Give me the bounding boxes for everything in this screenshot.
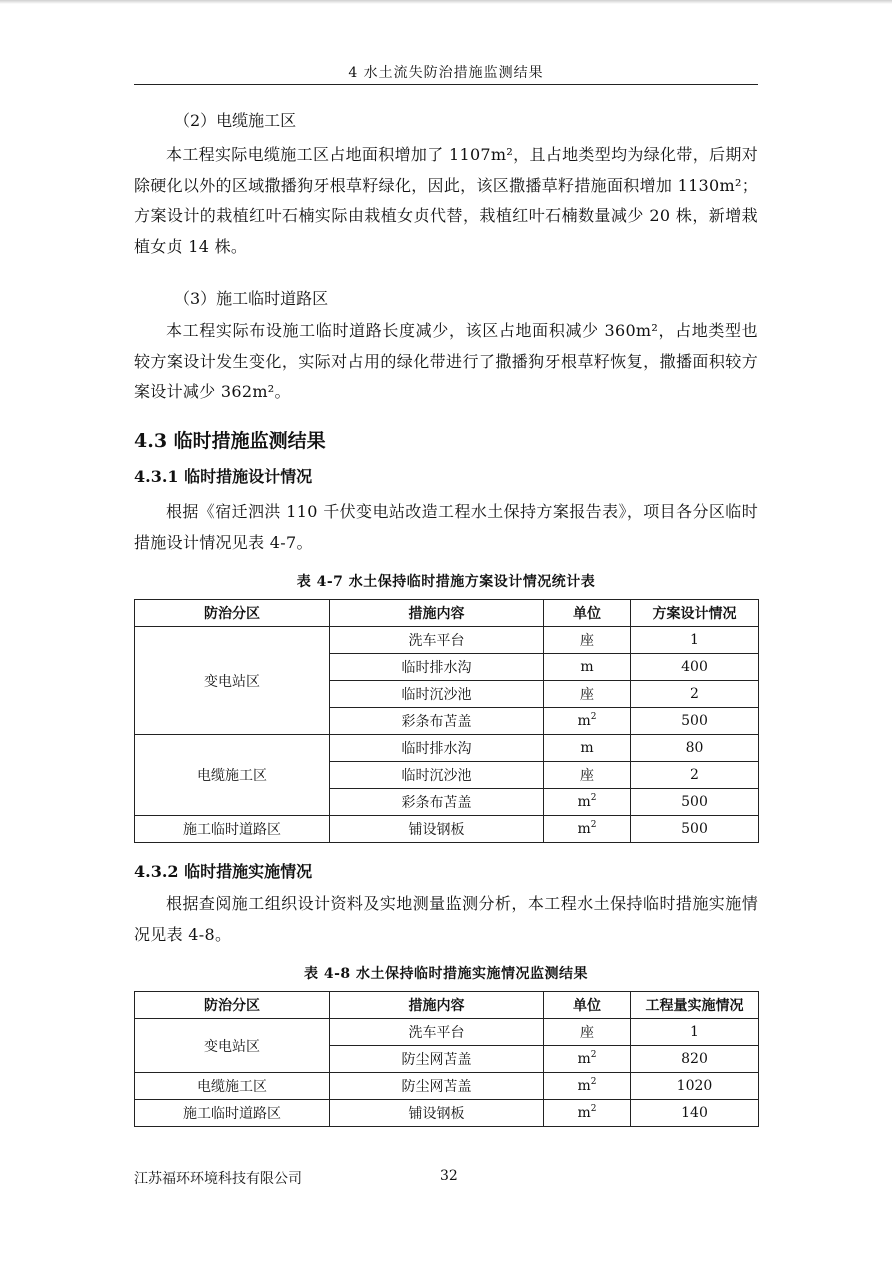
paragraph-4-3-1: 根据《宿迁泗洪 110 千伏变电站改造工程水土保持方案报告表》，项目各分区临时措施设计情况见表 4-7。 <box>134 502 758 552</box>
header-rule <box>134 84 758 85</box>
column-header: 单位 <box>544 600 631 627</box>
column-header: 措施内容 <box>330 992 544 1019</box>
paragraph-cable: 本工程实际电缆施工区占地面积增加了 1107m²，且占地类型均为绿化带，后期对除硬化以外的区域撒播狗牙根草籽绿化，因此，该区撒播草籽措施面积增加 1130m²；方案设计的栽植红叶石楠实际由栽植女贞代替，栽植红叶石楠数量减少 20 株，新增栽植女贞 14 株。 <box>134 145 758 256</box>
table-row <box>135 735 759 762</box>
unit-cell: $m^2$ <box>544 1073 631 1100</box>
measure-cell: 防尘网苫盖 <box>330 1073 544 1100</box>
table-header-row <box>135 600 759 627</box>
unit-cell: $m^2$ <box>544 1100 631 1127</box>
value-cell: 1020 <box>631 1073 759 1100</box>
unit-cell: m <box>544 735 631 762</box>
column-header: 措施内容 <box>330 600 544 627</box>
table-row <box>135 627 759 654</box>
section-heading-4-3-2: 4.3.2 临时措施实施情况 <box>134 862 313 881</box>
measure-cell: 防尘网苫盖 <box>330 1046 544 1073</box>
column-header: 方案设计情况 <box>631 600 759 627</box>
value-cell: 400 <box>631 654 759 681</box>
zone-cell: 电缆施工区 <box>135 735 330 816</box>
measure-cell: 临时排水沟 <box>330 735 544 762</box>
paragraph-road: 本工程实际布设施工临时道路长度减少，该区占地面积减少 360m²，占地类型也较方案设计发生变化，实际对占用的绿化带进行了撒播狗牙根草籽恢复，撒播面积较方案设计减少 362m²。 <box>134 321 758 401</box>
page-number: 32 <box>440 1168 458 1184</box>
unit-cell: 座 <box>544 681 631 708</box>
value-cell: 500 <box>631 816 759 843</box>
footer-company: 江苏福环环境科技有限公司 <box>134 1171 302 1187</box>
value-cell: 500 <box>631 789 759 816</box>
value-cell: 2 <box>631 762 759 789</box>
table-4-8 <box>134 991 759 1127</box>
value-cell: 2 <box>631 681 759 708</box>
subsection-heading-cable: （2）电缆施工区 <box>174 111 297 130</box>
measure-cell: 铺设钢板 <box>330 816 544 843</box>
measure-cell: 临时沉沙池 <box>330 762 544 789</box>
value-cell: 1 <box>631 1019 759 1046</box>
unit-cell: $m^2$ <box>544 816 631 843</box>
unit-cell: 座 <box>544 762 631 789</box>
zone-cell: 电缆施工区 <box>135 1073 330 1100</box>
zone-cell: 变电站区 <box>135 1019 330 1073</box>
table-row <box>135 1073 759 1100</box>
unit-cell: $m^2$ <box>544 708 631 735</box>
table-row <box>135 1100 759 1127</box>
table-caption-4-8: 表 4-8 水土保持临时措施实施情况监测结果 <box>303 966 589 982</box>
unit-cell: 座 <box>544 1019 631 1046</box>
measure-cell: 彩条布苫盖 <box>330 789 544 816</box>
value-cell: 140 <box>631 1100 759 1127</box>
measure-cell: 彩条布苫盖 <box>330 708 544 735</box>
subsection-heading-road: （3）施工临时道路区 <box>174 289 329 308</box>
zone-cell: 变电站区 <box>135 627 330 735</box>
table-4-7 <box>134 599 759 843</box>
table-header-row <box>135 992 759 1019</box>
column-header: 防治分区 <box>135 992 330 1019</box>
measure-cell: 临时排水沟 <box>330 654 544 681</box>
paragraph-4-3-2: 根据查阅施工组织设计资料及实地测量监测分析，本工程水土保持临时措施实施情况见表 4-8。 <box>134 894 758 944</box>
unit-cell: m <box>544 654 631 681</box>
table-row <box>135 816 759 843</box>
measure-cell: 洗车平台 <box>330 1019 544 1046</box>
value-cell: 500 <box>631 708 759 735</box>
zone-cell: 施工临时道路区 <box>135 1100 330 1127</box>
column-header: 单位 <box>544 992 631 1019</box>
value-cell: 820 <box>631 1046 759 1073</box>
measure-cell: 铺设钢板 <box>330 1100 544 1127</box>
value-cell: 80 <box>631 735 759 762</box>
measure-cell: 临时沉沙池 <box>330 681 544 708</box>
running-header: 4 水土流失防治措施监测结果 <box>348 65 544 81</box>
section-heading-4-3: 4.3 临时措施监测结果 <box>134 430 326 452</box>
value-cell: 1 <box>631 627 759 654</box>
unit-cell: 座 <box>544 627 631 654</box>
column-header: 工程量实施情况 <box>631 992 759 1019</box>
scan-edge <box>0 0 892 4</box>
unit-cell: $m^2$ <box>544 789 631 816</box>
measure-cell: 洗车平台 <box>330 627 544 654</box>
table-row <box>135 1019 759 1046</box>
unit-cell: $m^2$ <box>544 1046 631 1073</box>
column-header: 防治分区 <box>135 600 330 627</box>
zone-cell: 施工临时道路区 <box>135 816 330 843</box>
section-heading-4-3-1: 4.3.1 临时措施设计情况 <box>134 467 313 486</box>
table-caption-4-7: 表 4-7 水土保持临时措施方案设计情况统计表 <box>296 574 596 590</box>
